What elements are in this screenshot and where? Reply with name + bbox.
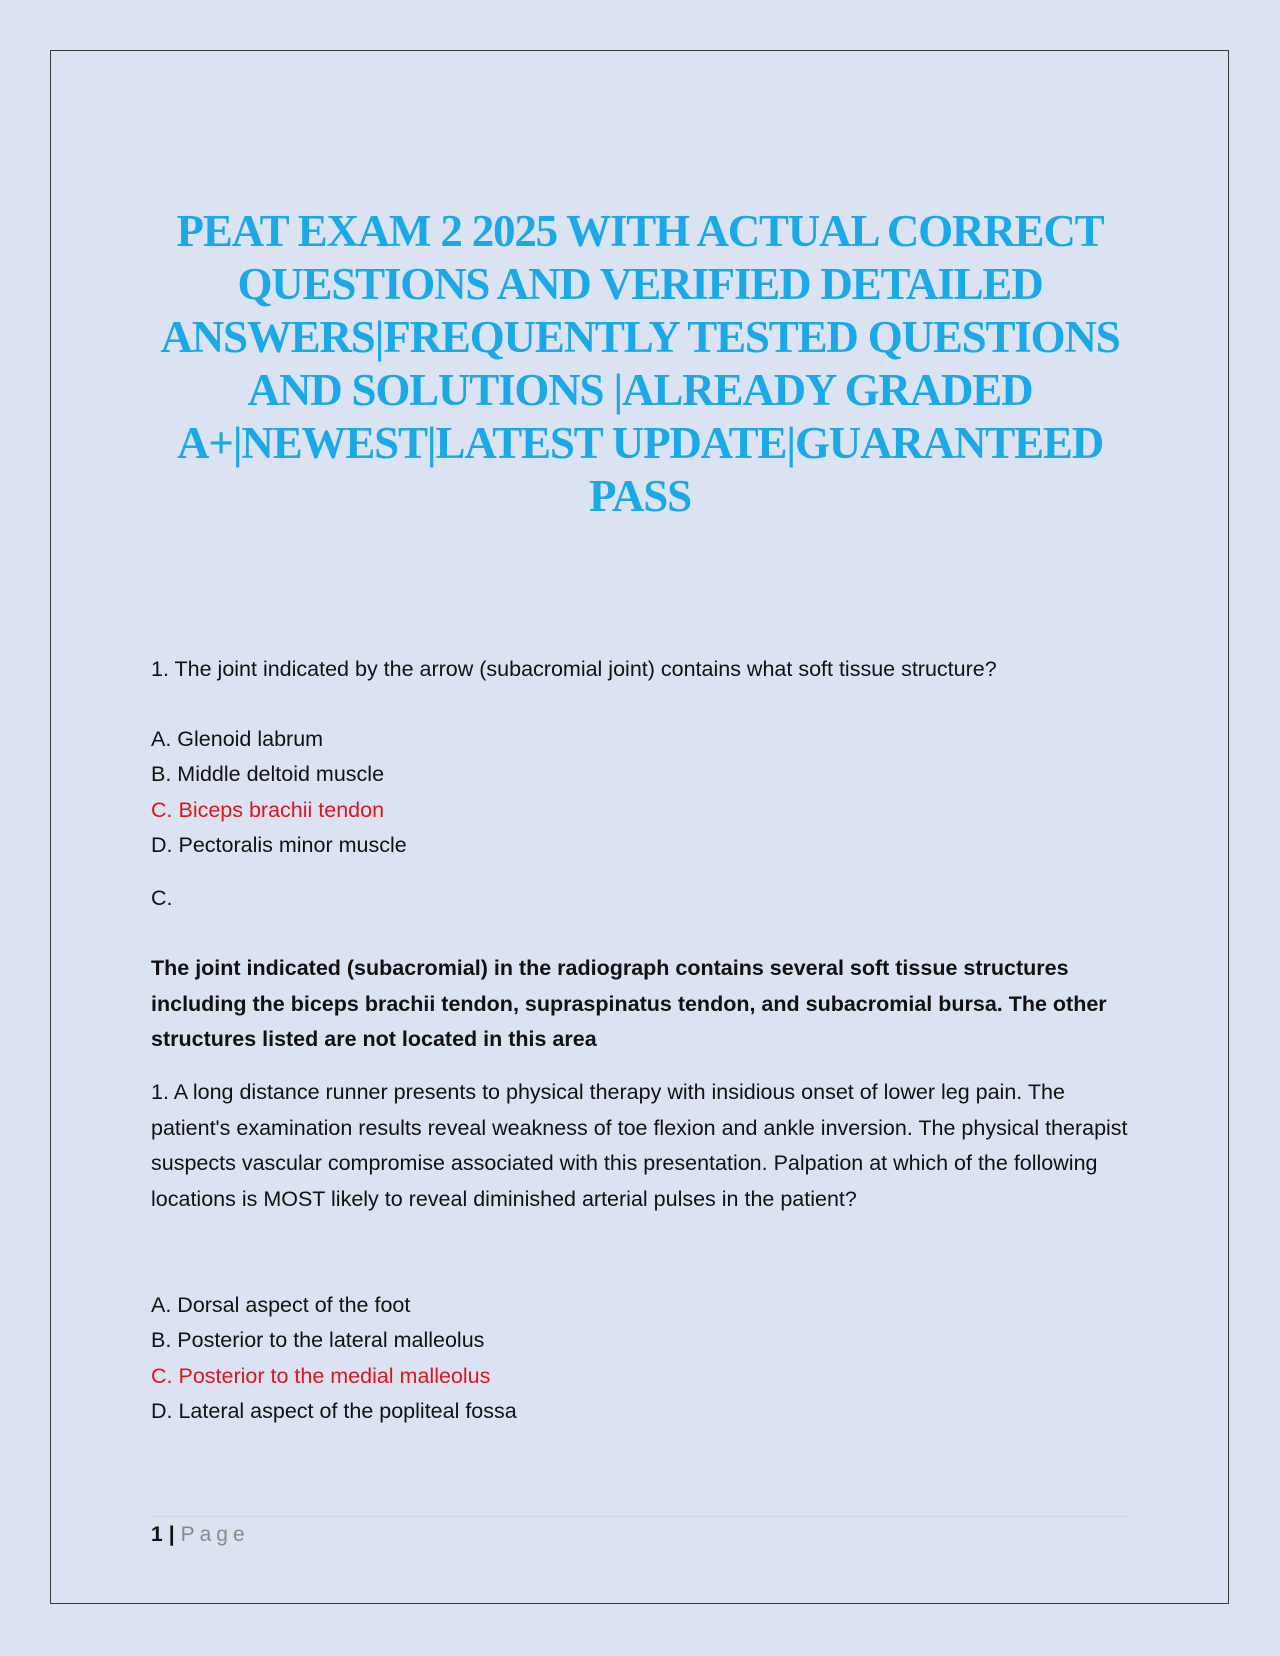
page-footer	[151, 1521, 250, 1549]
q1-option-b: B. Middle deltoid muscle	[151, 762, 385, 786]
q1-option-d: D. Pectoralis minor muscle	[151, 833, 407, 857]
q1-answer: C.	[151, 886, 173, 910]
q2-option-b: B. Posterior to the lateral malleolus	[151, 1328, 485, 1352]
document-title: PEAT EXAM 2 2025 WITH ACTUAL CORRECT QUESTIONS AND VERIFIED DETAILED ANSWERS|FREQUENTLY TESTED QUESTIONS AND SOLUTIONS |ALREADY GRADED A+|NEWEST|LATEST UPDATE|GUARANTEED PASS	[160, 206, 1120, 521]
q1-option-c-correct: C. Biceps brachii tendon	[151, 798, 385, 822]
q2-option-c-correct: C. Posterior to the medial malleolus	[151, 1364, 491, 1388]
page-label: Page	[180, 1523, 250, 1546]
q2-option-d: D. Lateral aspect of the popliteal fossa	[151, 1399, 517, 1423]
page-number: 1	[151, 1523, 163, 1546]
question-1-text: 1. The joint indicated by the arrow (subacromial joint) contains what soft tissue structure?	[151, 657, 997, 681]
footer-divider	[151, 1516, 1131, 1517]
footer-separator: |	[168, 1523, 175, 1546]
q1-rationale: The joint indicated (subacromial) in the radiograph contains several soft tissue structures including the biceps brachii tendon, supraspinatus tendon, and subacromial bursa. The other structures listed are not located in this area	[151, 956, 1107, 1051]
q2-option-a: A. Dorsal aspect of the foot	[151, 1293, 411, 1317]
q1-option-a: A. Glenoid labrum	[151, 727, 324, 751]
question-2-text: 1. A long distance runner presents to physical therapy with insidious onset of lower leg pain. The patient's examination results reveal weakness of toe flexion and ankle inversion. The physical therapist suspects vascular compromise associated with this presentation. Palpation at which of the following locations is MOST likely to reveal diminished arterial pulses in the patient?	[151, 1080, 1128, 1211]
